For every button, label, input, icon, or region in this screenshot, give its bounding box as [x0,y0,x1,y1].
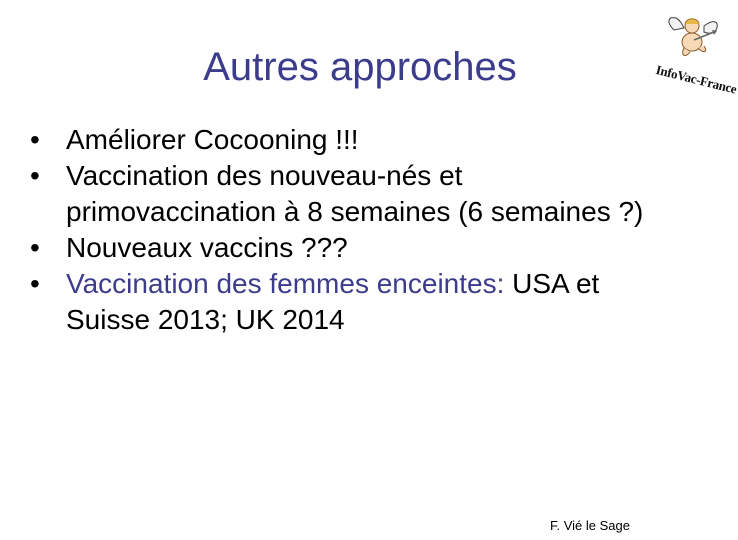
slide-title: Autres approches [203,45,517,89]
bullet-item-1 [30,122,670,158]
bullet-dot-icon: • [30,268,40,299]
bullet-dot-icon: • [30,160,40,191]
bullet-item-3 [30,230,670,266]
bullet-dot-icon: • [30,232,40,263]
bullet-item-4 [30,266,670,338]
bullet-item-2 [30,158,670,230]
cherub-icon [664,12,720,62]
logo-text: InfoVac-France [654,62,738,97]
bullet-text-highlight: Vaccination des femmes enceintes: [66,268,513,299]
bullet-text: USA et Suisse 2013; UK 2014 [66,268,600,335]
bullet-text: Vaccination des nouveau-nés et primovaccination à 8 semaines (6 semaines ?) [66,160,644,227]
bullet-text: Nouveaux vaccins ??? [66,232,348,263]
bullet-list [30,122,670,338]
bullet-dot-icon: • [30,124,40,155]
author-footer: F. Vié le Sage [550,518,630,533]
infovac-logo [650,12,738,97]
bullet-text: Améliorer Cocooning !!! [66,124,359,155]
